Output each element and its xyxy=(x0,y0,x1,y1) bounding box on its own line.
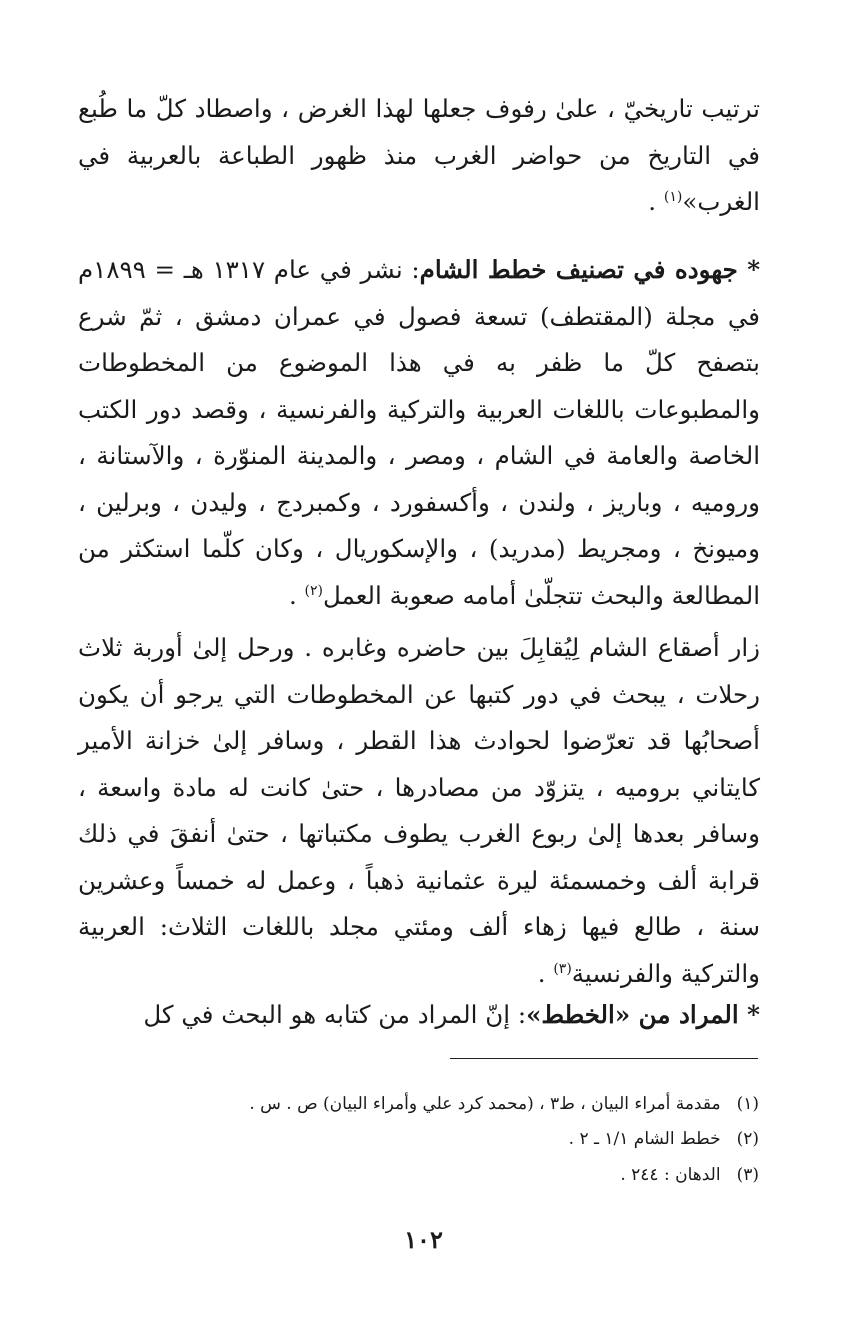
footnote-3-number: (٣) xyxy=(736,1165,759,1185)
footnote-3-text: الدهان : ٢٤٤ . xyxy=(620,1165,721,1185)
footnote-1 xyxy=(249,1094,759,1114)
footnote-ref-3: (٣) xyxy=(553,960,572,977)
paragraph-4-text: : إنّ المراد من كتابه هو البحث في كل xyxy=(143,1000,527,1029)
section-heading-khitat-effort: * جهوده في تصنيف خطط الشام xyxy=(419,255,761,284)
paragraph-1 xyxy=(78,86,760,226)
footnote-divider xyxy=(450,1058,758,1059)
section-heading-khitat-meaning: * المراد من «الخطط» xyxy=(526,1000,760,1029)
paragraph-4 xyxy=(78,992,760,1039)
footnote-ref-2: (٢) xyxy=(304,582,324,599)
footnote-2 xyxy=(569,1129,759,1149)
paragraph-2 xyxy=(78,247,760,619)
paragraph-1-end: . xyxy=(648,187,664,216)
paragraph-3-end: . xyxy=(537,958,554,988)
footnote-3 xyxy=(620,1165,759,1185)
footnote-2-text: خطط الشام ١/١ ـ ٢ . xyxy=(568,1129,721,1149)
paragraph-3 xyxy=(78,625,760,997)
footnote-1-text: مقدمة أمراء البيان ، ط٣ ، (محمد كرد علي وأمراء البيان) ص . س . xyxy=(249,1094,721,1114)
paragraph-3-text: زار أصقاع الشام لِيُقابِلَ بين حاضره وغابره . ورحل إلىٰ أوربة ثلاث رحلات ، يبحث في دور كتبها عن المخطوطات التي يرجو أن يكون أصحابُها قد تعرّضوا لحوادث هذا القطر ، وسافر إلىٰ خزانة الأمير كايتاني بروميه ، يتزوّد من مصادرها ، حتىٰ كانت له مادة واسعة ، وسافر بعدها إلىٰ ربوع الغرب يطوف مكتباتها ، حتىٰ أنفقَ في ذلك قرابة ألف وخمسمئة ليرة عثمانية ذهباً ، وعمل له خمساً وعشرين سنة ، طالع فيها زهاء ألف ومئتي مجلد باللغات الثلاث: العربية والتركية والفرنسية xyxy=(78,633,760,988)
footnote-2-number: (٢) xyxy=(736,1129,759,1149)
paragraph-2-text: : نشر في عام ١٣١٧ هـ = ١٨٩٩م في مجلة (المقتطف) تسعة فصول في عمران دمشق ، ثمّ شرع بتصفح كلّ ما ظفر به في هذا الموضوع من المخطوطات والمطبوعات باللغات العربية والتركية والفرنسية ، وقصد دور الكتب الخاصة والعامة في الشام ، ومصر ، والمدينة المنوّرة ، والآستانة ، وروميه ، وباريز ، ولندن ، وأكسفورد ، وكمبردج ، وليدن ، وبرلين ، وميونخ ، ومجريط (مدريد) ، والإسكوريال ، وكان كلّما استكثر من المطالعة والبحث تتجلّىٰ أمامه صعوبة العمل xyxy=(78,255,760,610)
page-number: ١٠٢ xyxy=(404,1225,443,1254)
paragraph-1-text: ترتيب تاريخيّ ، علىٰ رفوف جعلها لهذا الغرض ، واصطاد كلّ ما طُبع في التاريخ من حواضر الغرب منذ ظهور الطباعة بالعربية في الغرب» xyxy=(78,94,760,216)
paragraph-2-end: . xyxy=(288,580,305,610)
footnote-1-number: (١) xyxy=(736,1094,759,1114)
footnote-ref-1: (١) xyxy=(663,188,683,205)
